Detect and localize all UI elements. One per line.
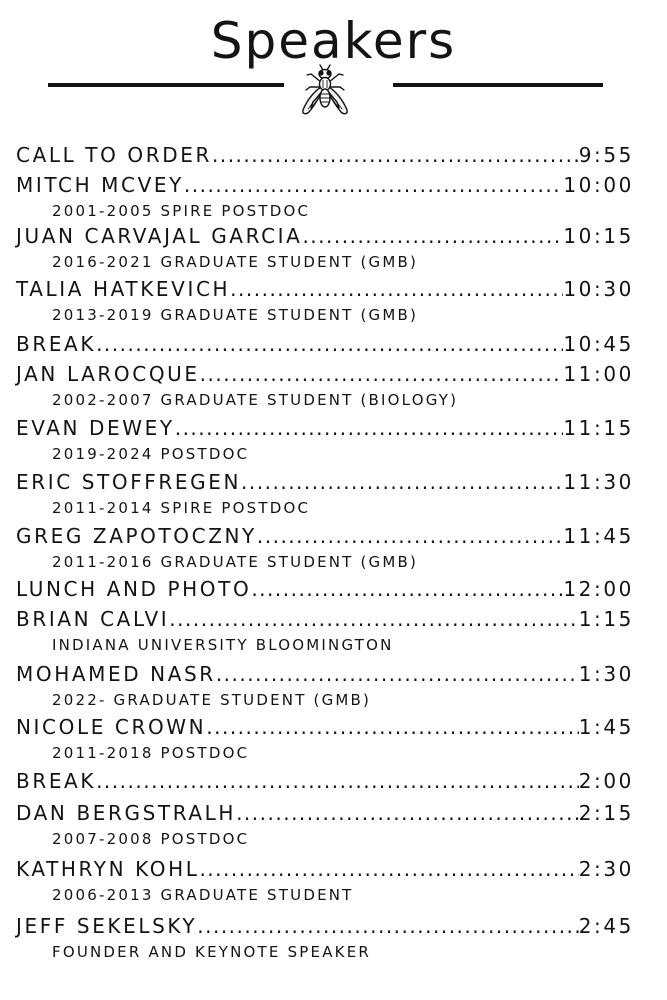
speaker-affiliation: 2019-2024 POSTDOC xyxy=(52,445,250,463)
dot-leader xyxy=(199,857,578,881)
speaker-name: EVAN DEWEY xyxy=(16,416,175,440)
speaker-time: 10:00 xyxy=(563,173,634,197)
speaker-affiliation: 2007-2008 POSTDOC xyxy=(52,830,250,848)
speaker-affiliation: 2016-2021 GRADUATE STUDENT (GMB) xyxy=(52,253,419,271)
schedule-entry xyxy=(16,607,634,633)
speaker-affiliation: FOUNDER AND KEYNOTE SPEAKER xyxy=(52,943,372,961)
speaker-time: 2:00 xyxy=(578,769,634,793)
speaker-time: 11:45 xyxy=(563,524,634,548)
speaker-name: MITCH MCVEY xyxy=(16,173,184,197)
schedule-entry xyxy=(16,332,634,358)
dot-leader xyxy=(257,524,563,548)
title-rule-right xyxy=(393,83,603,87)
dot-leader xyxy=(236,801,579,825)
speaker-name: GREG ZAPOTOCZNY xyxy=(16,524,257,548)
title-rule-left xyxy=(48,83,284,87)
schedule-entry xyxy=(16,914,634,940)
page-title: Speakers xyxy=(210,12,457,70)
schedule-entry xyxy=(16,577,634,603)
dot-leader xyxy=(96,332,563,356)
speaker-name: TALIA HATKEVICH xyxy=(16,277,231,301)
dot-leader xyxy=(175,416,564,440)
speaker-time: 2:45 xyxy=(578,914,634,938)
dot-leader xyxy=(200,362,564,386)
speaker-affiliation: 2001-2005 SPIRE POSTDOC xyxy=(52,202,311,220)
speaker-time: 12:00 xyxy=(563,577,634,601)
speaker-affiliation: 2022- GRADUATE STUDENT (GMB) xyxy=(52,691,372,709)
speaker-name: BREAK xyxy=(16,769,97,793)
speaker-time: 10:45 xyxy=(563,332,634,356)
dot-leader xyxy=(251,577,563,601)
speaker-name: LUNCH AND PHOTO xyxy=(16,577,252,601)
speaker-affiliation: 2011-2016 GRADUATE STUDENT (GMB) xyxy=(52,553,419,571)
speaker-time: 1:15 xyxy=(578,607,634,631)
speaker-time: 10:30 xyxy=(563,277,634,301)
dot-leader xyxy=(184,173,563,197)
dot-leader xyxy=(241,470,563,494)
schedule-entry xyxy=(16,143,634,169)
fly-icon xyxy=(293,60,357,124)
speaker-time: 11:30 xyxy=(563,470,634,494)
speaker-name: BRIAN CALVI xyxy=(16,607,170,631)
speaker-affiliation: 2002-2007 GRADUATE STUDENT (BIOLOGY) xyxy=(52,391,459,409)
speaker-time: 1:30 xyxy=(578,662,634,686)
speaker-name: BREAK xyxy=(16,332,97,356)
schedule-entry xyxy=(16,715,634,741)
schedule-entry xyxy=(16,362,634,388)
speaker-time: 1:45 xyxy=(578,715,634,739)
schedule-entry xyxy=(16,524,634,550)
speaker-name: KATHRYN KOHL xyxy=(16,857,200,881)
schedule-entry xyxy=(16,769,634,795)
dot-leader xyxy=(212,143,579,167)
schedule-entry xyxy=(16,416,634,442)
speaker-name: JAN LAROCQUE xyxy=(16,362,200,386)
schedule-entry xyxy=(16,224,634,250)
speaker-name: JUAN CARVAJAL GARCIA xyxy=(16,224,303,248)
speaker-affiliation: 2006-2013 GRADUATE STUDENT xyxy=(52,886,354,904)
speaker-time: 2:15 xyxy=(578,801,634,825)
schedule-entry xyxy=(16,470,634,496)
speaker-affiliation: 2011-2018 POSTDOC xyxy=(52,744,250,762)
dot-leader xyxy=(216,662,579,686)
schedule-entry xyxy=(16,662,634,688)
speaker-time: 11:15 xyxy=(563,416,634,440)
dot-leader xyxy=(96,769,579,793)
dot-leader xyxy=(169,607,578,631)
schedule-entry xyxy=(16,173,634,199)
speaker-name: ERIC STOFFREGEN xyxy=(16,470,242,494)
speaker-name: CALL TO ORDER xyxy=(16,143,212,167)
dot-leader xyxy=(302,224,563,248)
speaker-affiliation: 2011-2014 SPIRE POSTDOC xyxy=(52,499,311,517)
speaker-time: 10:15 xyxy=(563,224,634,248)
speaker-time: 2:30 xyxy=(578,857,634,881)
schedule-entry xyxy=(16,801,634,827)
speaker-affiliation: INDIANA UNIVERSITY BLOOMINGTON xyxy=(52,636,394,654)
speaker-name: NICOLE CROWN xyxy=(16,715,207,739)
speaker-name: DAN BERGSTRALH xyxy=(16,801,237,825)
speaker-name: MOHAMED NASR xyxy=(16,662,216,686)
speaker-name: JEFF SEKELSKY xyxy=(16,914,198,938)
speaker-time: 11:00 xyxy=(563,362,634,386)
dot-leader xyxy=(197,914,578,938)
schedule-entry xyxy=(16,857,634,883)
speaker-time: 9:55 xyxy=(578,143,634,167)
schedule-entry xyxy=(16,277,634,303)
dot-leader xyxy=(230,277,563,301)
dot-leader xyxy=(206,715,578,739)
speaker-affiliation: 2013-2019 GRADUATE STUDENT (GMB) xyxy=(52,306,419,324)
